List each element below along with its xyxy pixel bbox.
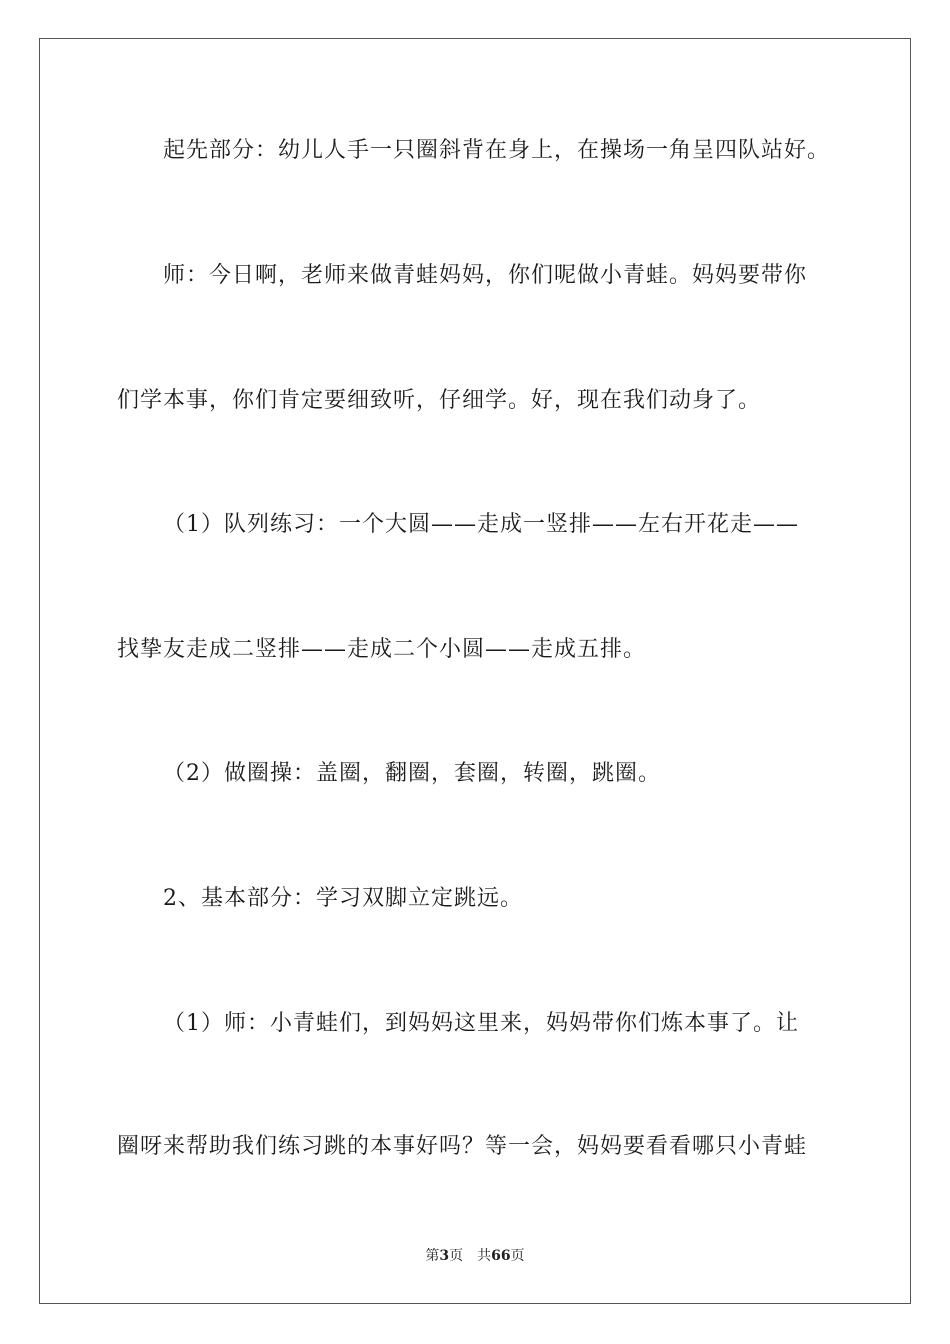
footer-total-pages: 66: [491, 1248, 511, 1264]
text-line-8: （1）师：小青蛙们，到妈妈这里来，妈妈带你们炼本事了。让: [163, 1011, 799, 1036]
text-line-5: 找挚友走成二竖排——走成二个小圆——走成五排。: [117, 637, 647, 662]
text-line-4: （1）队列练习：一个大圆——走成一竖排——左右开花走——: [163, 512, 799, 537]
text-line-9: 圈呀来帮助我们练习跳的本事好吗？等一会，妈妈要看看哪只小青蛙: [117, 1134, 808, 1159]
text-line-3: 们学本事，你们肯定要细致听，仔细学。好，现在我们动身了。: [117, 388, 762, 413]
text-line-2: 师：今日啊，老师来做青蛙妈妈，你们呢做小青蛙。妈妈要带你: [163, 263, 808, 288]
footer-page-suffix: 页: [449, 1248, 464, 1264]
footer-page-prefix: 第: [425, 1248, 440, 1264]
page-footer: [0, 1247, 950, 1265]
text-line-1: 起先部分：幼儿人手一只圈斜背在身上，在操场一角呈四队站好。: [163, 138, 831, 163]
footer-page-number: 3: [439, 1248, 450, 1264]
text-line-6: （2）做圈操：盖圈，翻圈，套圈，转圈，跳圈。: [163, 761, 661, 786]
footer-total-suffix: 页: [510, 1248, 525, 1264]
page-border: [39, 38, 911, 1304]
footer-total-prefix: 共: [477, 1248, 492, 1264]
text-line-7: 2、基本部分：学习双脚立定跳远。: [163, 886, 523, 911]
